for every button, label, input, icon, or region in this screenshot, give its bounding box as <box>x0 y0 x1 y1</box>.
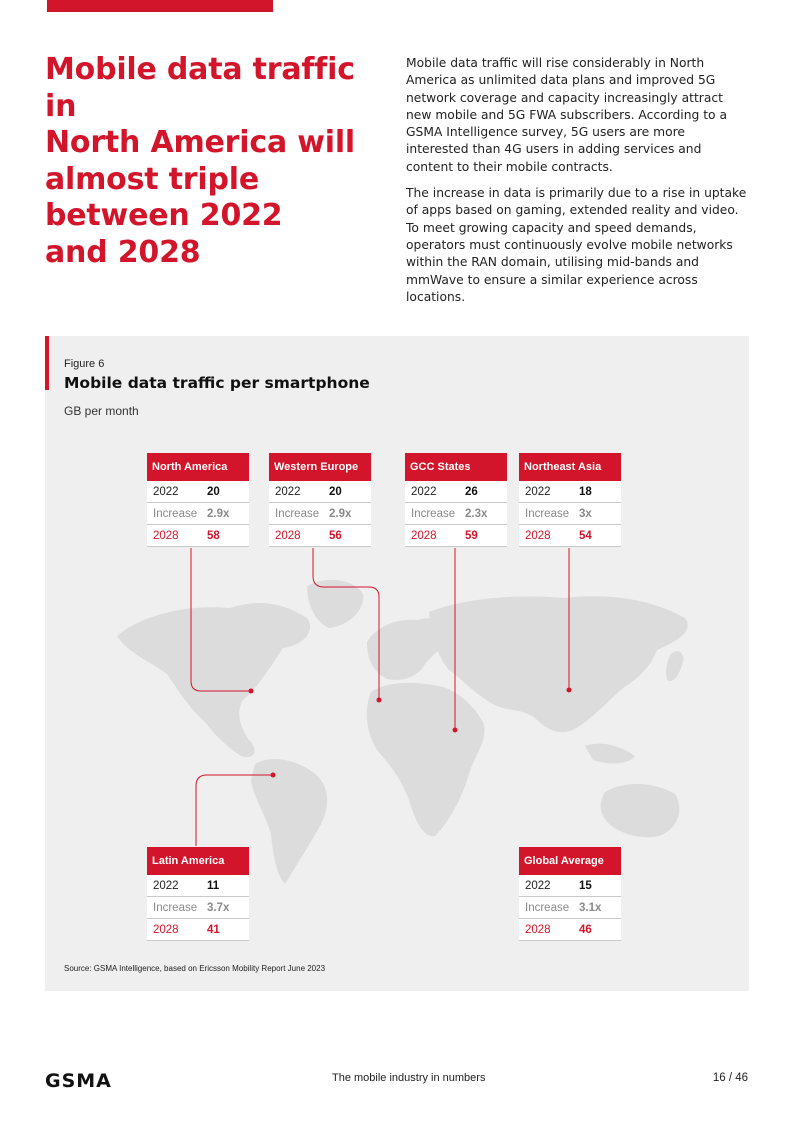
row-2022 <box>147 481 249 503</box>
row-label: Increase <box>411 508 456 520</box>
figure-accent-bar <box>45 336 49 390</box>
row-label: 2028 <box>153 530 179 542</box>
marker-gcc-states <box>453 728 458 733</box>
row-label: 2028 <box>525 924 551 936</box>
intro-paragraph-1: Mobile data traffic will rise considerably in North America as unlimited data plans and improved 5G network coverage and capacity increasingly attract new mobile and 5G FWA subscribers. According to a GSMA Intelligence survey, 5G users are more interested than 4G users in adding services and content to their mobile contracts. <box>406 56 728 174</box>
headline-line: and 2028 <box>45 234 201 270</box>
figure-unit: GB per month <box>64 404 139 418</box>
region-name: Latin America <box>147 847 249 875</box>
region-box-western-europe <box>269 453 371 547</box>
row-label: Increase <box>153 902 198 914</box>
row-label: 2022 <box>153 486 179 498</box>
row-label: Increase <box>525 902 570 914</box>
region-box-latin-america <box>147 847 249 941</box>
footer-title: The mobile industry in numbers <box>332 1072 486 1084</box>
row-label: 2022 <box>411 486 437 498</box>
region-box-global-average <box>519 847 621 941</box>
marker-latin-america <box>271 773 276 778</box>
row-2022 <box>405 481 507 503</box>
value-2022: 26 <box>465 486 478 498</box>
row-label: 2028 <box>275 530 301 542</box>
figure-source: Source: GSMA Intelligence, based on Ericsson Mobility Report June 2023 <box>64 964 326 973</box>
page-headline <box>45 52 390 271</box>
gsma-logo: GSMA <box>45 1070 112 1092</box>
row-2028 <box>405 525 507 547</box>
value-2028: 56 <box>329 530 342 542</box>
row-label: 2028 <box>525 530 551 542</box>
figure-title: Mobile data traffic per smartphone <box>64 374 370 392</box>
row-label: Increase <box>153 508 198 520</box>
headline-line: between 2022 <box>45 198 283 233</box>
row-label: Increase <box>525 508 570 520</box>
marker-north-america <box>249 689 254 694</box>
region-name: GCC States <box>405 453 507 481</box>
continent-australia <box>601 784 680 837</box>
row-increase <box>269 503 371 525</box>
value-2028: 41 <box>207 924 220 936</box>
value-increase: 3.1x <box>579 902 602 914</box>
row-2028 <box>519 525 621 547</box>
region-box-north-america <box>147 453 249 547</box>
continent-south-america <box>251 759 327 884</box>
continent-japan <box>666 651 683 681</box>
row-2028 <box>147 525 249 547</box>
region-name: Northeast Asia <box>519 453 621 481</box>
value-2022: 15 <box>579 880 592 892</box>
row-label: 2022 <box>153 880 179 892</box>
headline-line: Mobile data traffic in <box>45 52 355 124</box>
marker-northeast-asia <box>567 688 572 693</box>
row-2028 <box>519 919 621 941</box>
row-increase <box>147 897 249 919</box>
value-2022: 20 <box>329 486 342 498</box>
value-increase: 3.7x <box>207 902 230 914</box>
row-increase <box>519 897 621 919</box>
region-name: North America <box>147 453 249 481</box>
value-2022: 20 <box>207 486 220 498</box>
value-increase: 2.3x <box>465 508 488 520</box>
row-2022 <box>269 481 371 503</box>
value-2022: 11 <box>207 880 220 892</box>
region-box-gcc-states <box>405 453 507 547</box>
value-increase: 2.9x <box>329 508 352 520</box>
figure-panel <box>45 336 749 991</box>
value-2028: 46 <box>579 924 592 936</box>
region-name: Western Europe <box>269 453 371 481</box>
row-label: 2028 <box>411 530 437 542</box>
row-increase <box>519 503 621 525</box>
headline-line: almost triple <box>45 161 259 197</box>
value-2028: 58 <box>207 530 220 542</box>
value-increase: 3x <box>579 508 592 520</box>
row-2022 <box>147 875 249 897</box>
row-label: 2022 <box>525 880 551 892</box>
value-2028: 54 <box>579 530 592 542</box>
world-map-landmass <box>117 580 688 884</box>
continent-se-asia <box>585 744 635 764</box>
headline-line: North America will <box>45 125 355 160</box>
row-2028 <box>147 919 249 941</box>
row-label: Increase <box>275 508 320 520</box>
page-number: 16 / 46 <box>712 1072 748 1084</box>
value-2022: 18 <box>579 486 592 498</box>
top-accent-bar <box>47 0 273 12</box>
row-2022 <box>519 481 621 503</box>
continent-africa <box>367 683 485 836</box>
region-box-northeast-asia <box>519 453 621 547</box>
row-increase <box>405 503 507 525</box>
row-increase <box>147 503 249 525</box>
value-2028: 59 <box>465 530 478 542</box>
value-increase: 2.9x <box>207 508 230 520</box>
row-2022 <box>519 875 621 897</box>
intro-paragraph-2: The increase in data is primarily due to a rise in uptake of apps based on gaming, extended reality and video. To meet growing capacity and speed demands, operators must continuously evolve mobile networks within the RAN domain, utilising mid-bands and mmWave to ensure a similar experience across locations. <box>406 186 747 304</box>
row-label: 2022 <box>525 486 551 498</box>
figure-label: Figure 6 <box>64 358 105 370</box>
region-name: Global Average <box>519 847 621 875</box>
continent-north-america <box>117 603 310 757</box>
marker-western-europe <box>377 698 382 703</box>
row-2028 <box>269 525 371 547</box>
intro-text <box>406 55 751 315</box>
row-label: 2028 <box>153 924 179 936</box>
row-label: 2022 <box>275 486 301 498</box>
